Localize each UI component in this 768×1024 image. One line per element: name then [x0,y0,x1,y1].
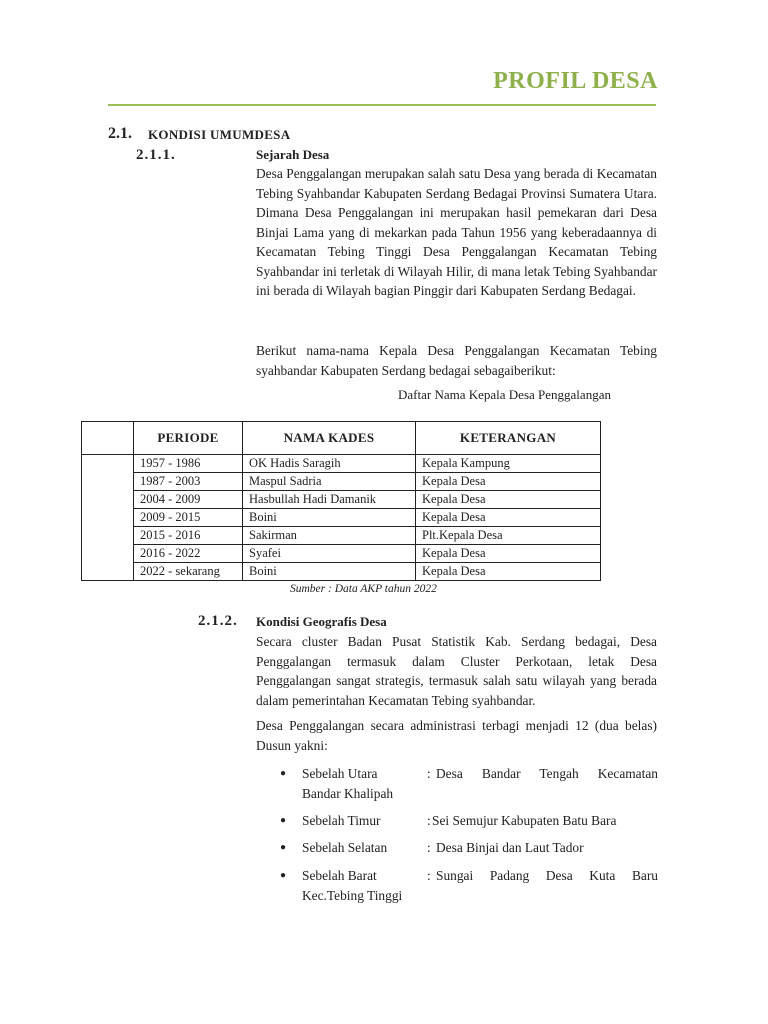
cell-periode: 1987 - 2003 [134,473,243,491]
table-row [82,473,601,491]
border-separator: : [427,813,431,828]
bullet-icon: ● [280,842,287,853]
section-title: KONDISI UMUMDESA [148,127,291,142]
table-row [82,509,601,527]
cell-nama: Hasbullah Hadi Damanik [243,491,416,509]
cell-keterangan: Plt.Kepala Desa [416,527,601,545]
cell-periode: 2016 - 2022 [134,545,243,563]
border-value: Sei Semujur Kabupaten Batu Bara [432,813,617,828]
border-value-wrap: Bandar Khalipah [302,785,394,801]
cell-nama: Boini [243,509,416,527]
subsection-1-number: 2.1.1. [136,147,176,163]
border-value-wrap: Kec.Tebing Tinggi [302,887,403,903]
header-nama-kades: NAMA KADES [243,422,416,455]
border-value: Desa Bandar Tengah Kecamatan [436,766,658,781]
header-periode: PERIODE [134,422,243,455]
border-label: Sebelah Timur [302,813,381,828]
cell-keterangan: Kepala Desa [416,545,601,563]
bullet-icon: ● [280,768,287,779]
subsection-2-number: 2.1.2. [198,613,238,629]
border-label: Sebelah Utara [302,766,378,781]
border-separator: : [427,840,431,855]
cell-nama: OK Hadis Saragih [243,455,416,473]
cell-nama: Sakirman [243,527,416,545]
table-row [82,563,601,581]
border-separator: : [427,868,431,883]
table-row [82,527,601,545]
table-blank-cell [82,455,134,581]
cell-keterangan: Kepala Desa [416,509,601,527]
cell-periode: 2009 - 2015 [134,509,243,527]
title-divider [108,104,656,106]
geography-paragraph: Secara cluster Badan Pusat Statistik Kab. Serdang bedagai, Desa Penggalangan termasuk dalam Cluster Perkotaan, letak Desa Penggalangan sangat strategis, termasuk salah satu wilayah yang berada dalam pemerintahan Kecamatan Tebing syahbandar. [256,634,657,708]
table-header-row [82,422,601,455]
cell-keterangan: Kepala Desa [416,563,601,581]
subsection-1-title: Sejarah Desa [256,147,330,162]
cell-nama: Boini [243,563,416,581]
bullet-icon: ● [280,870,287,881]
table-row [82,491,601,509]
section-number: 2.1. [108,125,132,142]
table-row [82,455,601,473]
subsection-2-title: Kondisi Geografis Desa [256,614,387,629]
border-label: Sebelah Selatan [302,840,388,855]
table-source-note: Sumber : Data AKP tahun 2022 [290,583,437,595]
cell-nama: Maspul Sadria [243,473,416,491]
cell-keterangan: Kepala Desa [416,491,601,509]
kades-intro-paragraph: Berikut nama-nama Kepala Desa Penggalangan Kecamatan Tebing syahbandar Kabupaten Serdang bedagai sebagaiberikut: [256,343,657,378]
dusun-intro-paragraph: Desa Penggalangan secara administrasi terbagi menjadi 12 (dua belas) Dusun yakni: [256,718,657,753]
border-label: Sebelah Barat [302,868,377,883]
border-value: Desa Binjai dan Laut Tador [436,840,584,855]
cell-periode: 1957 - 1986 [134,455,243,473]
border-value: Sungai Padang Desa Kuta Baru [436,868,658,883]
cell-periode: 2015 - 2016 [134,527,243,545]
cell-periode: 2004 - 2009 [134,491,243,509]
cell-nama: Syafei [243,545,416,563]
history-paragraph: Desa Penggalangan merupakan salah satu Desa yang berada di Kecamatan Tebing Syahbandar Kabupaten Serdang Bedagai Provinsi Sumatera Utara. Dimana Desa Penggalangan ini merupakan hasil pemekaran dari Desa Binjai Lama yang di mekarkan pada Tahun 1956 yang keberadaannya di Kecamatan Tebing Tinggi Desa Penggalangan Kecamatan Tebing Syahbandar ini terletak di Wilayah Hilir, di mana letak Tebing Syahbandar ini berada di Wilayah bagian Pinggir dari Kabupaten Serdang Bedagai. [256,166,657,298]
border-separator: : [427,766,431,781]
table-row [82,545,601,563]
header-keterangan: KETERANGAN [416,422,601,455]
bullet-icon: ● [280,815,287,826]
cell-periode: 2022 - sekarang [134,563,243,581]
table-caption: Daftar Nama Kepala Desa Penggalangan [398,387,611,402]
table-blank-cell [82,422,134,455]
cell-keterangan: Kepala Kampung [416,455,601,473]
page-title: PROFIL DESA [493,68,658,94]
kades-table [81,421,601,581]
cell-keterangan: Kepala Desa [416,473,601,491]
